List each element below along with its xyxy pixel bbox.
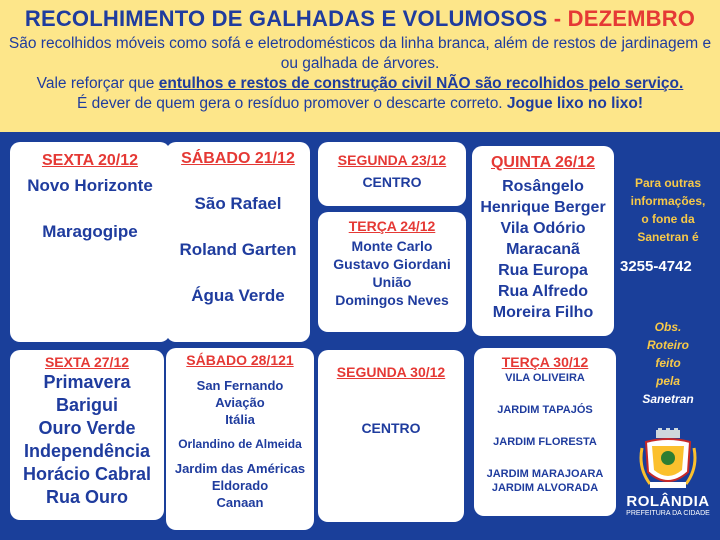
title-separator: - (547, 6, 568, 31)
card-segunda-30 (318, 350, 464, 522)
place: San Fernando (196, 378, 284, 393)
phone-number: 3255-4742 (620, 258, 692, 275)
card-sexta-27 (10, 350, 164, 520)
intro-line-2 (6, 74, 714, 94)
place: Domingos Neves (335, 292, 449, 308)
intro-line-1: São recolhidos móveis como sofá e eletrodomésticos da linha branca, além de restos de jardinagem e ou galhada de árvores. (8, 35, 712, 72)
card-sabado-28 (166, 348, 314, 530)
place: Moreira Filho (492, 304, 594, 321)
place: Eldorado (211, 478, 269, 493)
intro-warning: entulhos e restos de construção civil NÃO são recolhidos pelo serviço. (158, 75, 684, 92)
obs-line: feito (655, 356, 681, 370)
info-line: informações, (630, 194, 706, 208)
place: JARDIM TAPAJÓS (497, 404, 593, 416)
day-label: TERÇA 30/12 (501, 354, 589, 370)
intro-line-2-pre: Vale reforçar que (36, 75, 159, 92)
info-line: o fone da (641, 212, 695, 226)
place: JARDIM ALVORADA (491, 482, 599, 494)
obs-line: Roteiro (647, 338, 689, 352)
place: Independência (23, 441, 151, 461)
title-main: RECOLHIMENTO DE GALHADAS E VOLUMOSOS (24, 6, 548, 31)
place: Vila Odório (500, 220, 586, 237)
place: Maracanã (506, 241, 580, 258)
place: Primavera (43, 372, 131, 392)
coat-of-arms-icon (638, 428, 698, 492)
day-label: SEXTA 27/12 (44, 354, 130, 370)
place: Orlandino de Almeida (178, 437, 302, 451)
rolandia-logo (622, 428, 714, 517)
place: Maragogipe (42, 222, 138, 241)
info-text (620, 174, 716, 246)
intro-text (0, 34, 720, 114)
card-terca-30 (474, 348, 616, 516)
intro-line-3 (6, 94, 714, 114)
place: Rua Alfredo (497, 283, 589, 300)
day-label: SÁBADO 28/121 (186, 352, 294, 368)
day-label: SÁBADO 21/12 (181, 150, 295, 167)
day-label: TERÇA 24/12 (348, 218, 436, 234)
place: CENTRO (362, 174, 422, 190)
card-terca-24 (318, 212, 466, 332)
place: Aviação (215, 395, 265, 410)
place: São Rafael (194, 194, 282, 213)
place: Jardim das Américas (174, 461, 306, 476)
obs-line: Sanetran (642, 392, 694, 406)
title-month: DEZEMBRO (567, 6, 696, 31)
day-label: SEXTA 20/12 (41, 152, 139, 169)
place: Gustavo Giordani (333, 256, 451, 272)
intro-slogan: Jogue lixo no lixo! (506, 95, 643, 112)
place: Monte Carlo (351, 238, 433, 254)
obs-line: pela (655, 374, 680, 388)
card-quinta-26 (472, 146, 614, 336)
info-line: Para outras (634, 176, 702, 190)
card-segunda-23 (318, 142, 466, 206)
place: Água Verde (191, 286, 285, 305)
place: Horácio Cabral (22, 464, 152, 484)
obs-text (628, 318, 708, 408)
place: JARDIM FLORESTA (493, 436, 597, 448)
card-sabado-21 (166, 142, 310, 342)
logo-subtitle: PREFEITURA DA CIDADE (626, 510, 710, 517)
obs-line: Obs. (654, 320, 682, 334)
place: Canaan (216, 495, 264, 510)
logo-name: ROLÂNDIA (626, 493, 710, 510)
day-label: QUINTA 26/12 (490, 154, 596, 171)
place: CENTRO (361, 420, 421, 436)
header-banner (0, 0, 720, 132)
place: Rua Ouro (45, 487, 128, 507)
page-title (0, 6, 720, 32)
day-label: SEGUNDA 23/12 (337, 152, 447, 168)
place: Rosângelo (502, 178, 584, 195)
place: Barigui (55, 395, 118, 415)
place: Ouro Verde (38, 418, 136, 438)
place: União (372, 274, 412, 290)
day-label: SEGUNDA 30/12 (336, 364, 446, 380)
place: Rua Europa (498, 262, 588, 279)
place: Itália (225, 412, 255, 427)
place: Henrique Berger (480, 199, 606, 216)
place: VILA OLIVEIRA (505, 372, 585, 384)
card-sexta-20 (10, 142, 170, 342)
info-line: Sanetran é (637, 230, 699, 244)
place: JARDIM MARAJOARA (486, 468, 604, 480)
place: Novo Horizonte (27, 176, 153, 195)
place: Roland Garten (179, 240, 297, 259)
intro-line-3-pre: É dever de quem gera o resíduo promover o descarte correto. (77, 95, 507, 112)
